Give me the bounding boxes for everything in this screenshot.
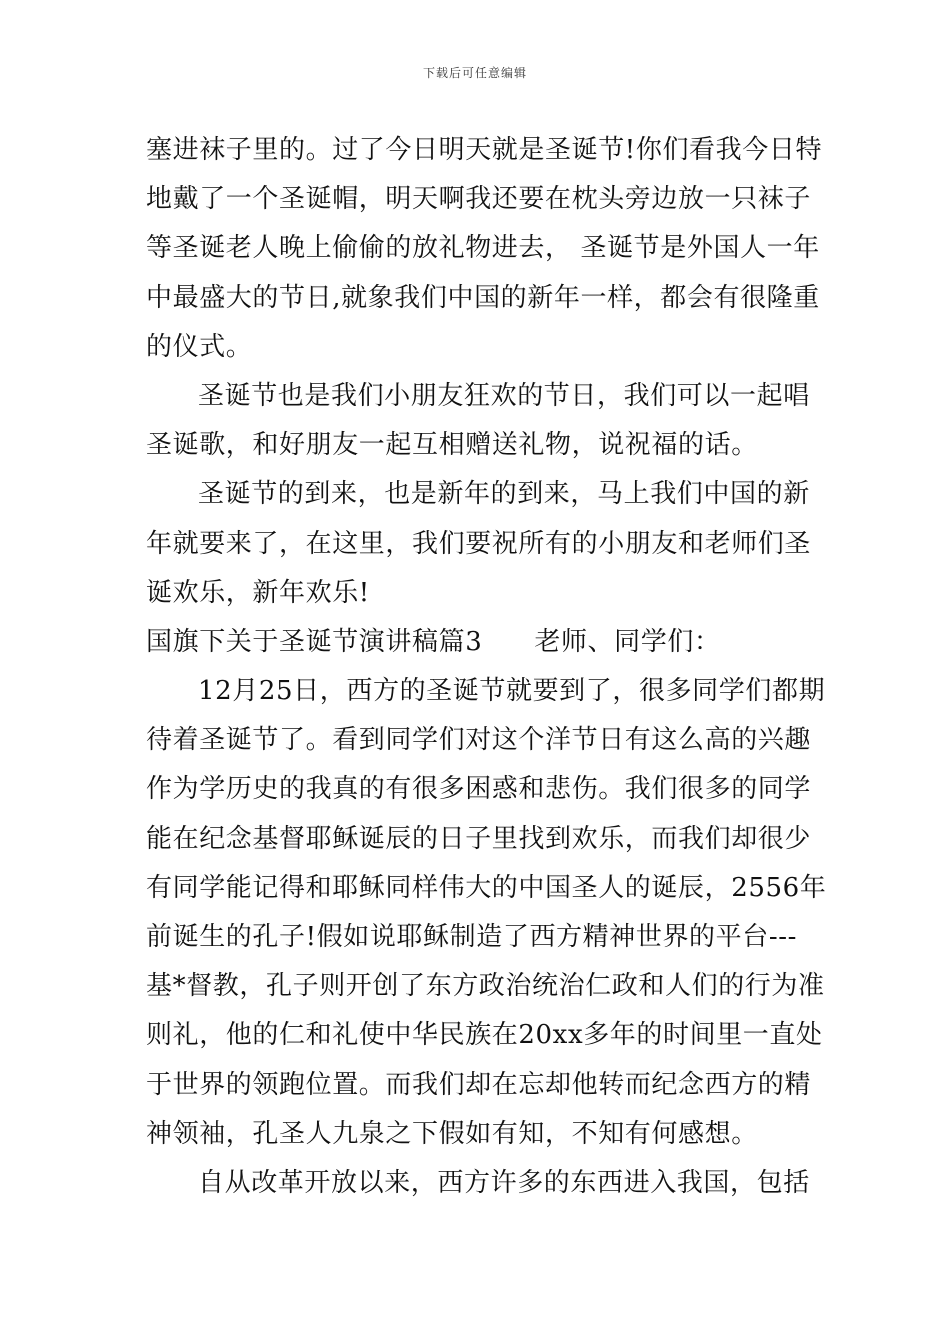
salutation: 老师、同学们： bbox=[534, 626, 721, 657]
text-line: 自从改革开放以来，西方许多的东西进入我国，包括 bbox=[198, 1167, 810, 1198]
text-line: 圣诞节也是我们小朋友狂欢的节日，我们可以一起唱 bbox=[198, 380, 810, 411]
text-line: 于世界的领跑位置。而我们却在忘却他转而纪念西方的精 bbox=[146, 1069, 812, 1100]
text-line: 的仪式。 bbox=[146, 331, 253, 362]
text-line: 神领袖，孔圣人九泉之下假如有知，不知有何感想。 bbox=[146, 1118, 758, 1149]
text-line: 年就要来了，在这里，我们要祝所有的小朋友和老师们圣 bbox=[146, 528, 812, 559]
text-line: 诞欢乐，新年欢乐! bbox=[146, 577, 370, 608]
text-line: 基*督教，孔子则开创了东方政治统治仁政和人们的行为准 bbox=[146, 971, 825, 1002]
text-line: 圣诞节的到来，也是新年的到来，马上我们中国的新 bbox=[198, 479, 810, 510]
text-line: 作为学历史的我真的有很多困惑和悲伤。我们很多的同学 bbox=[146, 774, 812, 805]
text-line: 则礼，他的仁和礼使中华民族在20xx多年的时间里一直处 bbox=[146, 1020, 823, 1051]
section-title: 国旗下关于圣诞节演讲稿篇3 bbox=[146, 626, 483, 657]
text-line: 能在纪念基督耶稣诞辰的日子里找到欢乐，而我们却很少 bbox=[146, 823, 812, 854]
text-line: 有同学能记得和耶稣同样伟大的中国圣人的诞辰，2556年 bbox=[146, 872, 827, 903]
text-line: 塞进袜子里的。过了今日明天就是圣诞节!你们看我今日特 bbox=[146, 135, 823, 165]
page-header: 下载后可任意编辑 bbox=[422, 66, 527, 80]
text-line: 等圣诞老人晚上偷偷的放礼物进去， 圣诞节是外国人一年 bbox=[146, 233, 820, 264]
text-line: 待着圣诞节了。看到同学们对这个洋节日有这么高的兴趣 bbox=[146, 725, 812, 756]
text-line: 前诞生的孔子!假如说耶稣制造了西方精神世界的平台--- bbox=[146, 922, 798, 952]
text-line: 圣诞歌，和好朋友一起互相赠送礼物，说祝福的话。 bbox=[146, 430, 758, 461]
text-line: 中最盛大的节日,就象我们中国的新年一样，都会有很隆重 bbox=[146, 282, 820, 313]
document-body bbox=[146, 126, 827, 1208]
text-line: 地戴了一个圣诞帽，明天啊我还要在枕头旁边放一只袜子 bbox=[146, 184, 812, 215]
text-line: 12月25日，西方的圣诞节就要到了，很多同学们都期 bbox=[198, 676, 826, 707]
section-heading-line bbox=[146, 618, 806, 667]
